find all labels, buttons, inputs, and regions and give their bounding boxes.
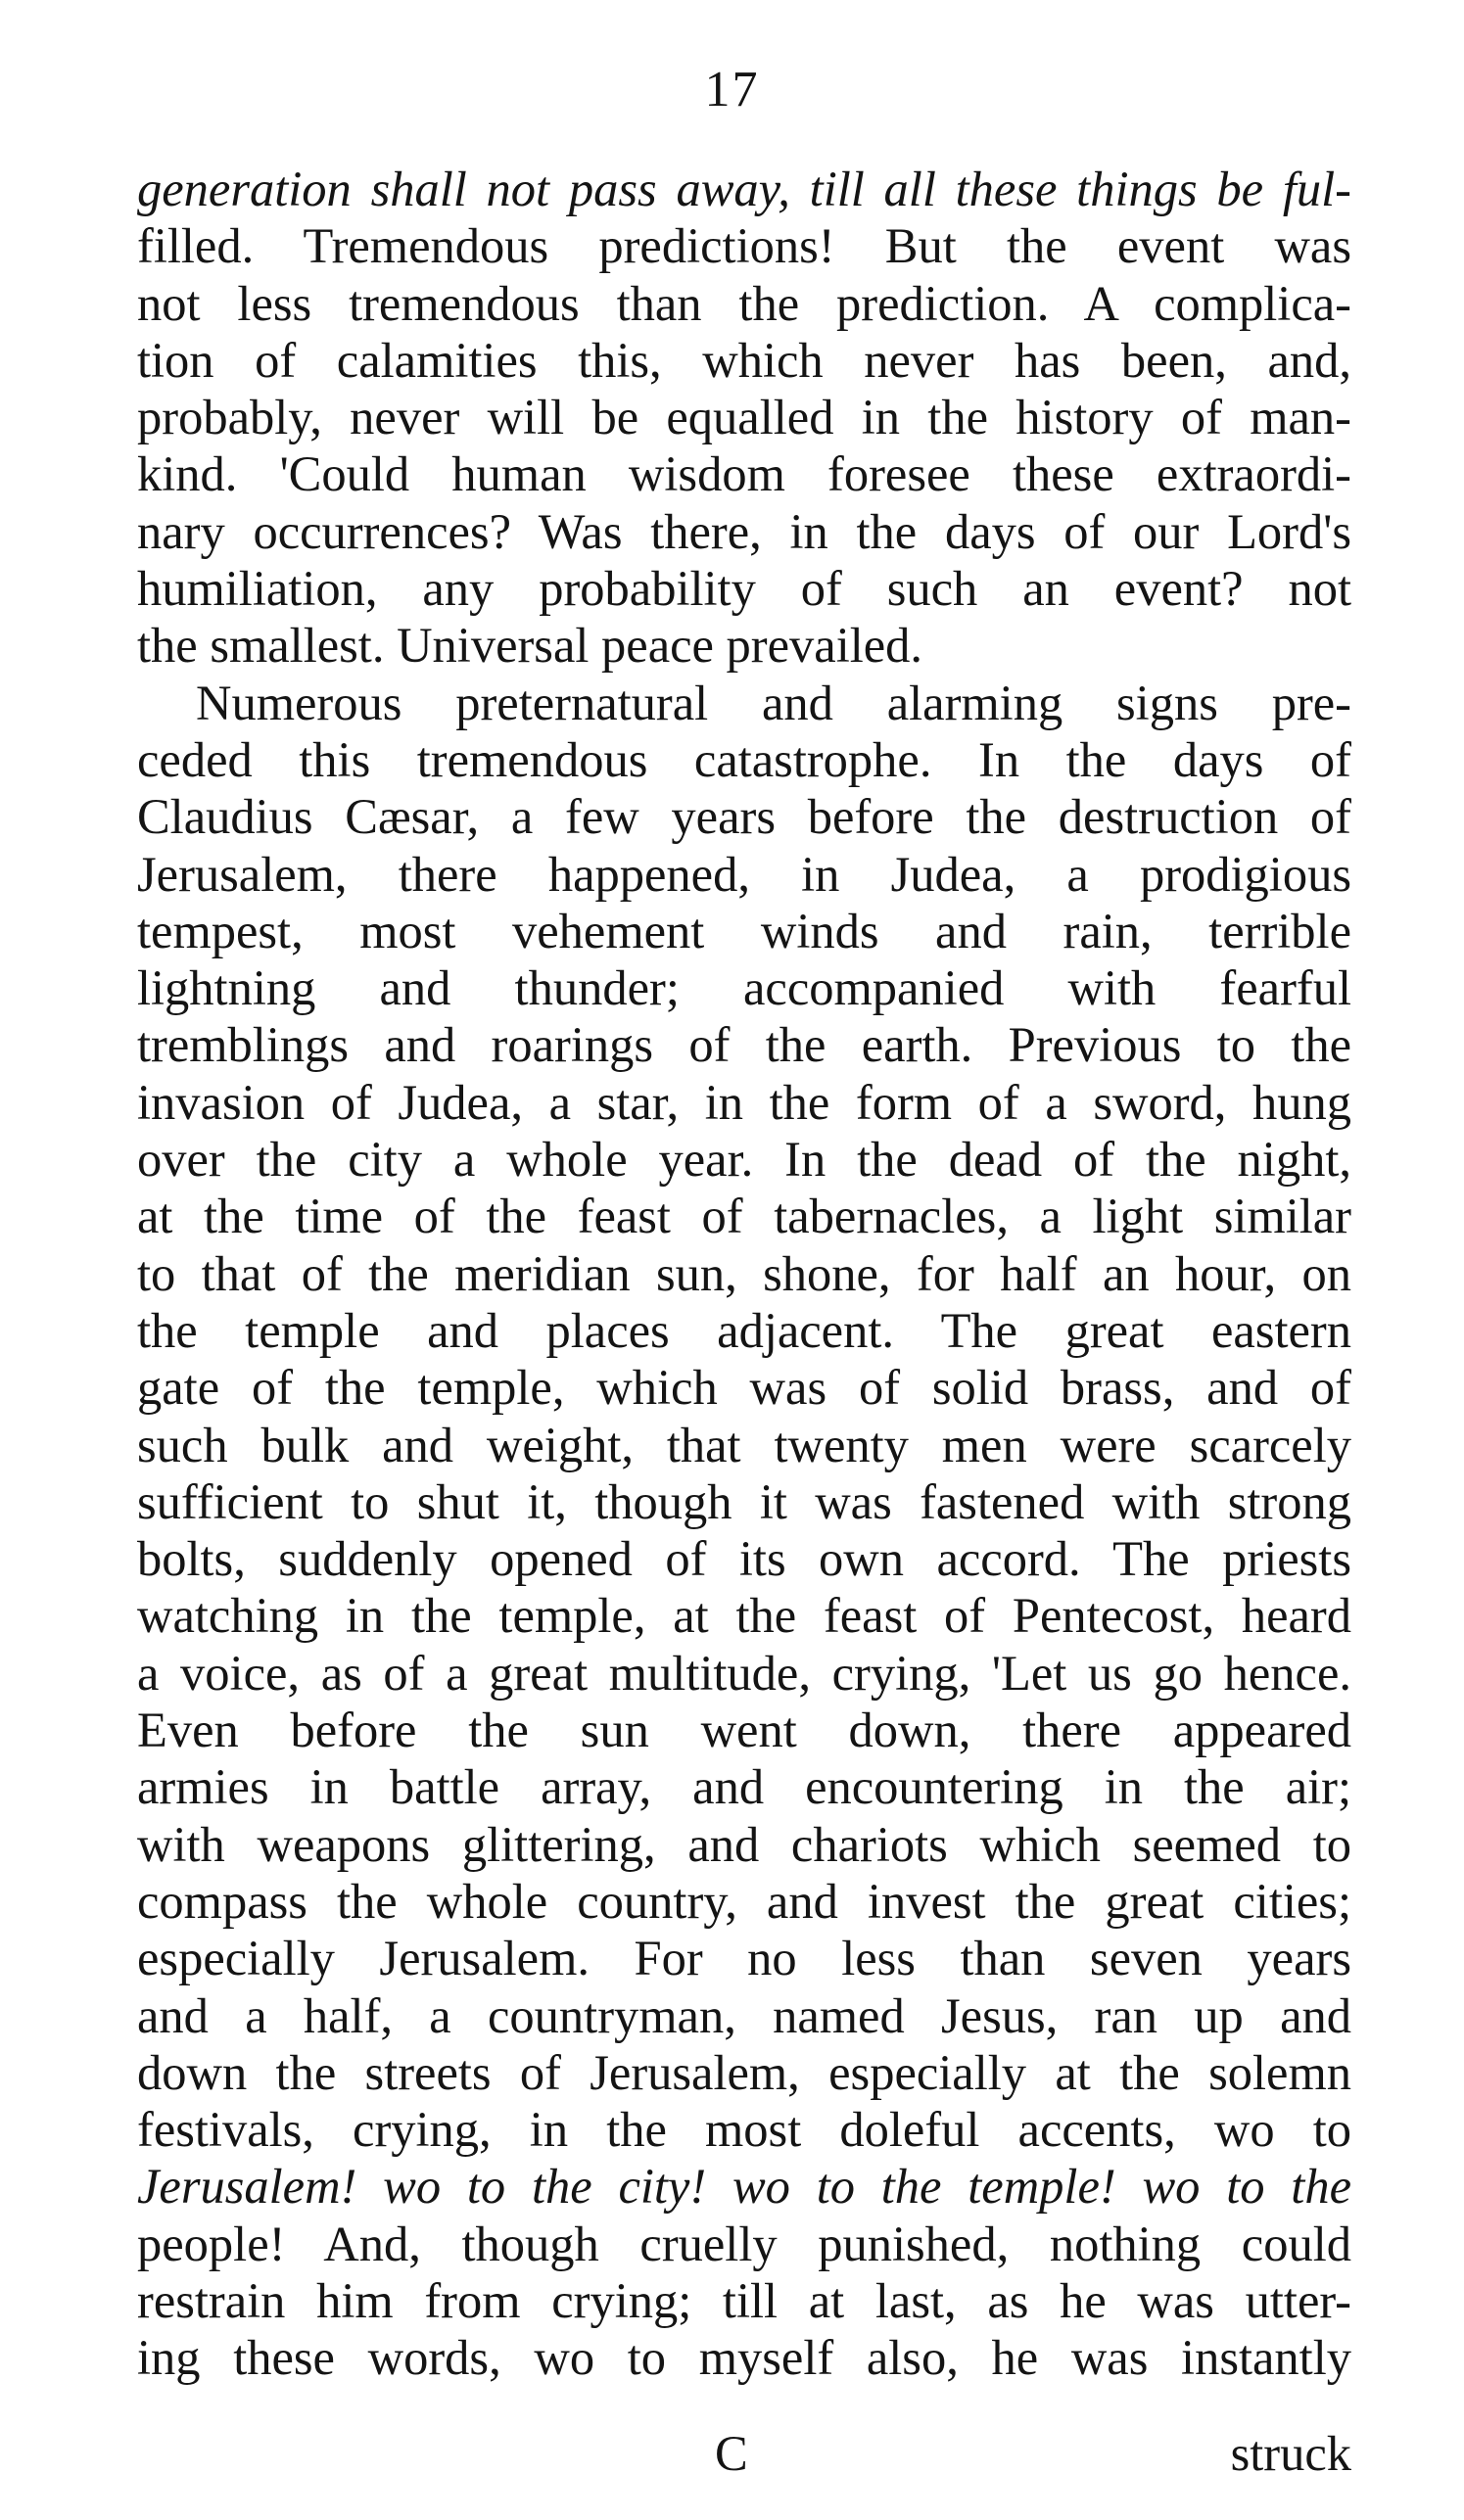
text-line: tremblings and roarings of the earth. Previous to the <box>137 1017 1351 1073</box>
text-line: sufficient to shut it, though it was fastened with strong <box>137 1473 1351 1529</box>
text-line: lightning and thunder; accompanied with fearful <box>137 960 1351 1016</box>
text-line: armies in battle array, and encountering in the air; <box>137 1759 1351 1815</box>
text-line: festivals, crying, in the most doleful accents, wo to <box>137 2102 1351 2158</box>
text-line: probably, never will be equalled in the history of man- <box>137 390 1351 445</box>
text-line: Even before the sun went down, there appeared <box>137 1703 1351 1758</box>
text-line: at the time of the feast of tabernacles, a light similar <box>137 1189 1351 1244</box>
text-line: compass the whole country, and invest the great cities; <box>137 1873 1351 1929</box>
text-line: people! And, though cruelly punished, nothing could <box>137 2216 1351 2271</box>
text-line: ceded this tremendous catastrophe. In the days of <box>137 731 1351 787</box>
text-line: to that of the meridian sun, shone, for half an hour, on <box>137 1245 1351 1301</box>
text-line: watching in the temple, at the feast of Pentecost, heard <box>137 1588 1351 1644</box>
catchword: struck <box>1230 2426 1351 2481</box>
text-line: ing these words, wo to myself also, he was instantly <box>137 2330 1351 2386</box>
signature-mark: C <box>715 2426 752 2481</box>
page-footer <box>137 2424 1351 2483</box>
body-text <box>137 161 1351 2387</box>
text-line: the temple and places adjacent. The great eastern <box>137 1302 1351 1358</box>
text-line: tion of calamities this, which never has been, and, <box>137 332 1351 388</box>
text-line: the smallest. Universal peace prevailed. <box>137 618 923 674</box>
text-line: Jerusalem, there happened, in Judea, a prodigious <box>137 846 1351 902</box>
text-line: with weapons glittering, and chariots which seemed to <box>137 1816 1351 1872</box>
text-line: humiliation, any probability of such an event? not <box>137 561 1351 617</box>
text-line: Jerusalem! wo to the city! wo to the temple! wo to the <box>137 2159 1351 2215</box>
text-line: Claudius Cæsar, a few years before the destruction of <box>137 789 1351 845</box>
text-line: filled. Tremendous predictions! But the event was <box>137 218 1351 274</box>
text-line: gate of the temple, which was of solid brass, and of <box>137 1360 1351 1416</box>
text-line: not less tremendous than the prediction. A complica- <box>137 275 1351 331</box>
paragraph-2 <box>137 675 1351 2387</box>
text-line: a voice, as of a great multitude, crying, 'Let us go hence. <box>137 1645 1351 1701</box>
text-line: over the city a whole year. In the dead of the night, <box>137 1132 1351 1188</box>
text-line: especially Jerusalem. For no less than seven years <box>137 1931 1351 1986</box>
text-line: tempest, most vehement winds and rain, terrible <box>137 903 1351 958</box>
text-line: generation shall not pass away, till all these things be ful- <box>137 162 1351 216</box>
paragraph-1 <box>137 161 1351 675</box>
text-line: and a half, a countryman, named Jesus, ran up and <box>137 1987 1351 2043</box>
text-line: down the streets of Jerusalem, especially at the solemn <box>137 2044 1351 2100</box>
text-line: such bulk and weight, that twenty men were scarcely <box>137 1417 1351 1472</box>
text-line: Numerous preternatural and alarming signs pre- <box>196 675 1351 730</box>
page-number: 17 <box>704 62 760 117</box>
text-line: nary occurrences? Was there, in the days of our Lord's <box>137 503 1351 559</box>
text-line: bolts, suddenly opened of its own accord. The priests <box>137 1531 1351 1587</box>
text-line: restrain him from crying; till at last, as he was utter- <box>137 2272 1351 2328</box>
text-line: kind. 'Could human wisdom foresee these extraordi- <box>137 446 1351 502</box>
text-line: invasion of Judea, a star, in the form of a sword, hung <box>137 1074 1351 1130</box>
